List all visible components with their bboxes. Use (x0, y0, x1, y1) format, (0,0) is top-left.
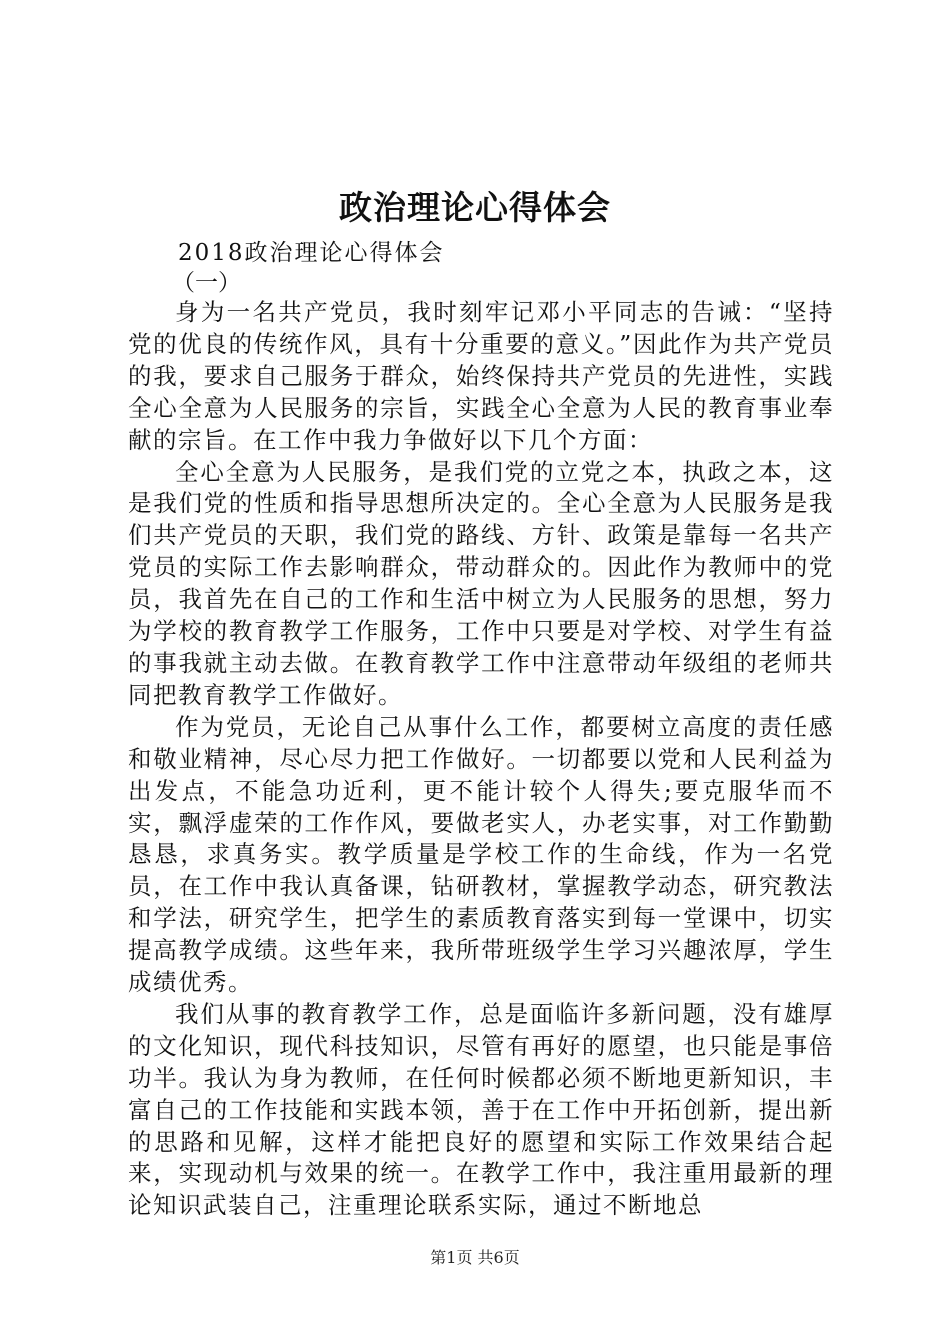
document-subtitle: 2018政治理论心得体会 (178, 240, 445, 266)
body-paragraph: 我们从事的教育教学工作，总是面临许多新问题，没有雄厚的文化知识，现代科技知识，尽管有再好的愿望，也只能是事倍功半。我认为身为教师，在任何时候都必须不断地更新知识，丰富自己的工作技能和实践本领，善于在工作中开拓创新，提出新的思路和见解，这样才能把良好的愿望和实际工作效果结合起来，实现动机与效果的统一。在教学工作中，我注重用最新的理论知识武装自己，注重理论联系实际，通过不断地总 (128, 999, 834, 1220)
body-paragraph: 身为一名共产党员，我时刻牢记邓小平同志的告诫：“坚持党的优良的传统作风，具有十分重要的意义。”因此作为共产党员的我，要求自己服务于群众，始终保持共产党员的先进性，实践全心全意为人民服务的宗旨，实践全心全意为人民的教育事业奉献的宗旨。在工作中我力争做好以下几个方面： (128, 298, 834, 454)
body-paragraph: 全心全意为人民服务，是我们党的立党之本，执政之本，这是我们党的性质和指导思想所决定的。全心全意为人民服务是我们共产党员的天职，我们党的路线、方针、政策是靠每一名共产党员的实际工作去影响群众，带动群众的。因此作为教师中的党员，我首先在自己的工作和生活中树立为人民服务的思想，努力为学校的教育教学工作服务，工作中只要是对学校、对学生有益的事我就主动去做。在教育教学工作中注意带动年级组的老师共同把教育教学工作做好。 (128, 457, 834, 709)
document-title: 政治理论心得体会 (339, 188, 611, 227)
body-paragraph: 作为党员，无论自己从事什么工作，都要树立高度的责任感和敬业精神，尽心尽力把工作做好。一切都要以党和人民利益为出发点，不能急功近利，更不能计较个人得失;要克服华而不实，飘浮虚荣的工作作风，要做老实人，办老实事，对工作勤勤恳恳，求真务实。教学质量是学校工作的生命线，作为一名党员，在工作中我认真备课，钻研教材，掌握教学动态，研究教法和学法，研究学生，把学生的素质教育落实到每一堂课中，切实提高教学成绩。这些年来，我所带班级学生学习兴趣浓厚，学生成绩优秀。 (128, 712, 834, 997)
document-body (128, 297, 834, 1222)
section-number: （一） (172, 270, 241, 296)
page-footer: 第1页 共6页 (430, 1248, 520, 1267)
